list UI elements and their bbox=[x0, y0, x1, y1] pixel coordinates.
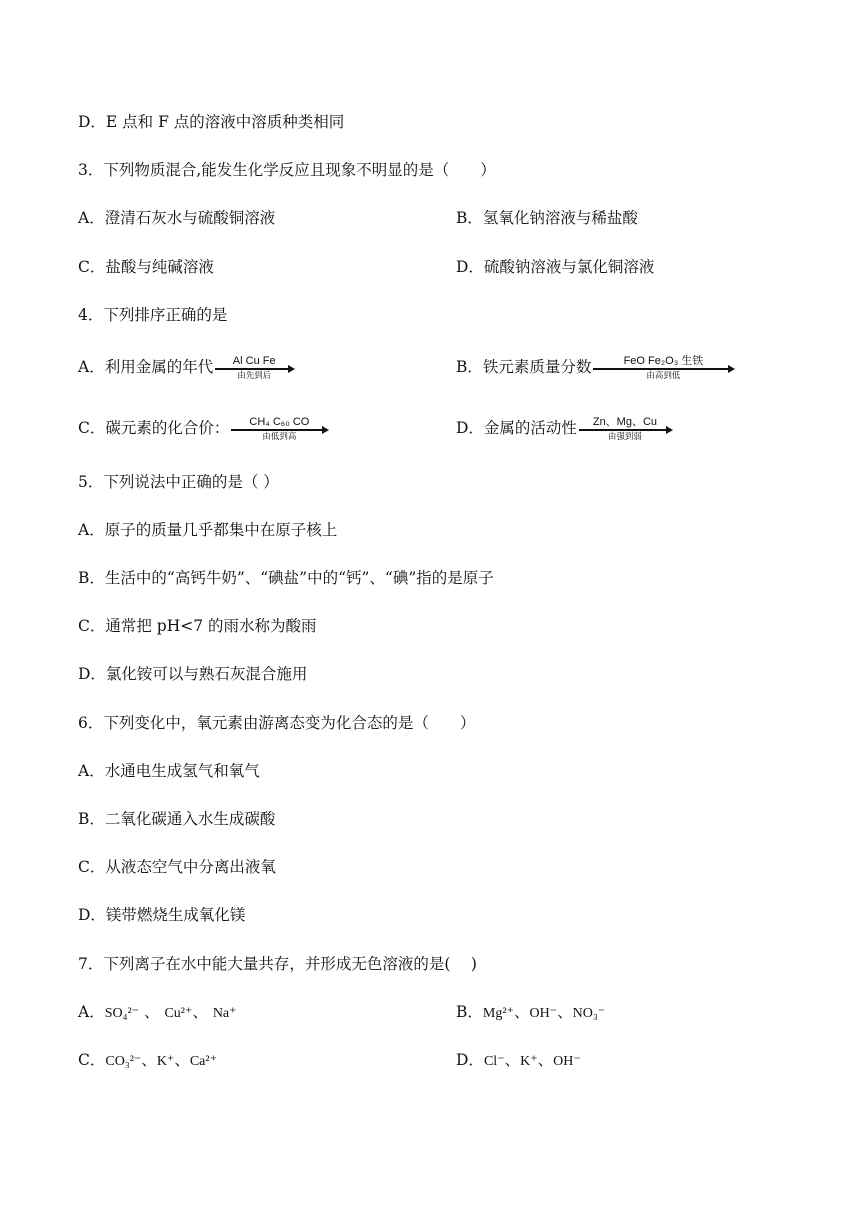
q7-option-c bbox=[78, 1051, 217, 1069]
q4-option-a-order: 由先到后 bbox=[237, 371, 272, 381]
ion: K⁺ bbox=[520, 1054, 538, 1069]
q4-option-d-arrow bbox=[579, 416, 671, 442]
separator: 、 bbox=[174, 1051, 190, 1069]
q3-option-d: D．硫酸钠溶液与氯化铜溶液 bbox=[456, 258, 655, 276]
ion: NO₃⁻ bbox=[572, 1006, 606, 1021]
q4-option-c bbox=[78, 416, 327, 442]
q7-option-d bbox=[456, 1050, 581, 1072]
q3-option-c: C．盐酸与纯碱溶液 bbox=[78, 258, 214, 276]
q7-option-b-label: B． bbox=[456, 1003, 483, 1021]
q4-option-d bbox=[456, 411, 671, 445]
q4-option-d-order: 由强到弱 bbox=[607, 432, 642, 442]
separator: 、 bbox=[139, 1003, 165, 1021]
q4-stem: 4．下列排序正确的是 bbox=[78, 306, 228, 324]
arrow-icon bbox=[593, 368, 733, 370]
q6-option-d: D．镁带燃烧生成氧化镁 bbox=[78, 906, 246, 924]
q4-option-c-arrow bbox=[231, 416, 327, 442]
separator: 、 bbox=[504, 1051, 521, 1069]
q6-option-b: B．二氧化碳通入水生成碳酸 bbox=[78, 810, 276, 828]
q6-stem: 6．下列变化中，氧元素由游离态变为化合态的是（ ） bbox=[78, 714, 476, 732]
q4-option-c-order: 由低到高 bbox=[262, 432, 297, 442]
q7-option-b bbox=[456, 1002, 605, 1024]
q5-stem: 5．下列说法中正确的是（ ） bbox=[78, 473, 279, 491]
separator: 、 bbox=[557, 1003, 573, 1021]
q7-option-a bbox=[78, 1003, 237, 1021]
q4-option-b-arrow bbox=[593, 355, 733, 381]
q7-option-a-label: A． bbox=[78, 1003, 105, 1021]
ion: Cl⁻ bbox=[483, 1054, 505, 1069]
ion: Cu²⁺ bbox=[164, 1006, 193, 1021]
q4-option-c-text: C．碳元素的化合价： bbox=[78, 419, 230, 437]
arrow-icon bbox=[579, 429, 671, 431]
ion: OH⁻ bbox=[553, 1054, 581, 1069]
q4-option-c-species: CH₄ C₆₀ CO bbox=[249, 416, 310, 428]
q4-option-b-text: B．铁元素质量分数 bbox=[456, 358, 592, 376]
arrow-icon bbox=[215, 368, 293, 370]
q6-option-a: A．水通电生成氢气和氧气 bbox=[78, 762, 260, 780]
ion: Na⁺ bbox=[212, 1006, 237, 1021]
q4-option-b-species: FeO Fe₂O₃ 生铁 bbox=[623, 355, 704, 367]
separator: 、 bbox=[141, 1051, 157, 1069]
separator: 、 bbox=[513, 1003, 530, 1021]
q7-stem: 7．下列离子在水中能大量共存，并形成无色溶液的是( ) bbox=[78, 955, 477, 973]
q7-options-row2 bbox=[78, 1050, 778, 1072]
q4-option-a bbox=[78, 355, 293, 381]
ion: OH⁻ bbox=[529, 1006, 558, 1021]
q4-option-b bbox=[456, 350, 733, 384]
q5-option-c: C．通常把 pH<7 的雨水称为酸雨 bbox=[78, 617, 317, 635]
q4-option-d-species: Zn、Mg、Cu bbox=[592, 416, 658, 428]
separator: 、 bbox=[192, 1003, 213, 1021]
separator: 、 bbox=[537, 1051, 554, 1069]
q4-option-a-text: A．利用金属的年代 bbox=[78, 358, 214, 376]
arrow-icon bbox=[231, 429, 327, 431]
q2-option-d: D．E 点和 F 点的溶液中溶质种类相同 bbox=[78, 113, 345, 131]
q4-option-a-species: Al Cu Fe bbox=[232, 355, 276, 367]
q5-option-b: B．生活中的“高钙牛奶”、“碘盐”中的“钙”、“碘”指的是原子 bbox=[78, 569, 494, 587]
q4-option-b-order: 由高到低 bbox=[646, 371, 681, 381]
ion: Ca²⁺ bbox=[189, 1054, 217, 1069]
q3-stem: 3．下列物质混合,能发生化学反应且现象不明显的是（ ） bbox=[78, 161, 496, 179]
q6-option-c: C．从液态空气中分离出液氧 bbox=[78, 858, 276, 876]
q5-option-a: A．原子的质量几乎都集中在原子核上 bbox=[78, 521, 338, 539]
q3-option-a: A．澄清石灰水与硫酸铜溶液 bbox=[78, 209, 276, 227]
q3-option-b: B．氢氧化钠溶液与稀盐酸 bbox=[456, 209, 638, 227]
q7-option-d-label: D． bbox=[456, 1051, 484, 1069]
q4-option-a-arrow bbox=[215, 355, 293, 381]
q3-options-row2 bbox=[78, 257, 778, 277]
q3-options-row1 bbox=[78, 208, 778, 228]
ion: CO₃²⁻ bbox=[105, 1054, 142, 1069]
q4-option-d-text: D．金属的活动性 bbox=[456, 419, 577, 437]
q5-option-d: D．氯化铵可以与熟石灰混合施用 bbox=[78, 665, 308, 683]
q7-option-c-label: C． bbox=[78, 1051, 106, 1069]
ion: K⁺ bbox=[156, 1054, 175, 1069]
q7-options-row1 bbox=[78, 1002, 778, 1024]
q4-options-row1 bbox=[78, 350, 778, 384]
ion: SO₄²⁻ bbox=[104, 1006, 140, 1021]
ion: Mg²⁺ bbox=[482, 1006, 514, 1021]
q4-options-row2 bbox=[78, 411, 778, 445]
